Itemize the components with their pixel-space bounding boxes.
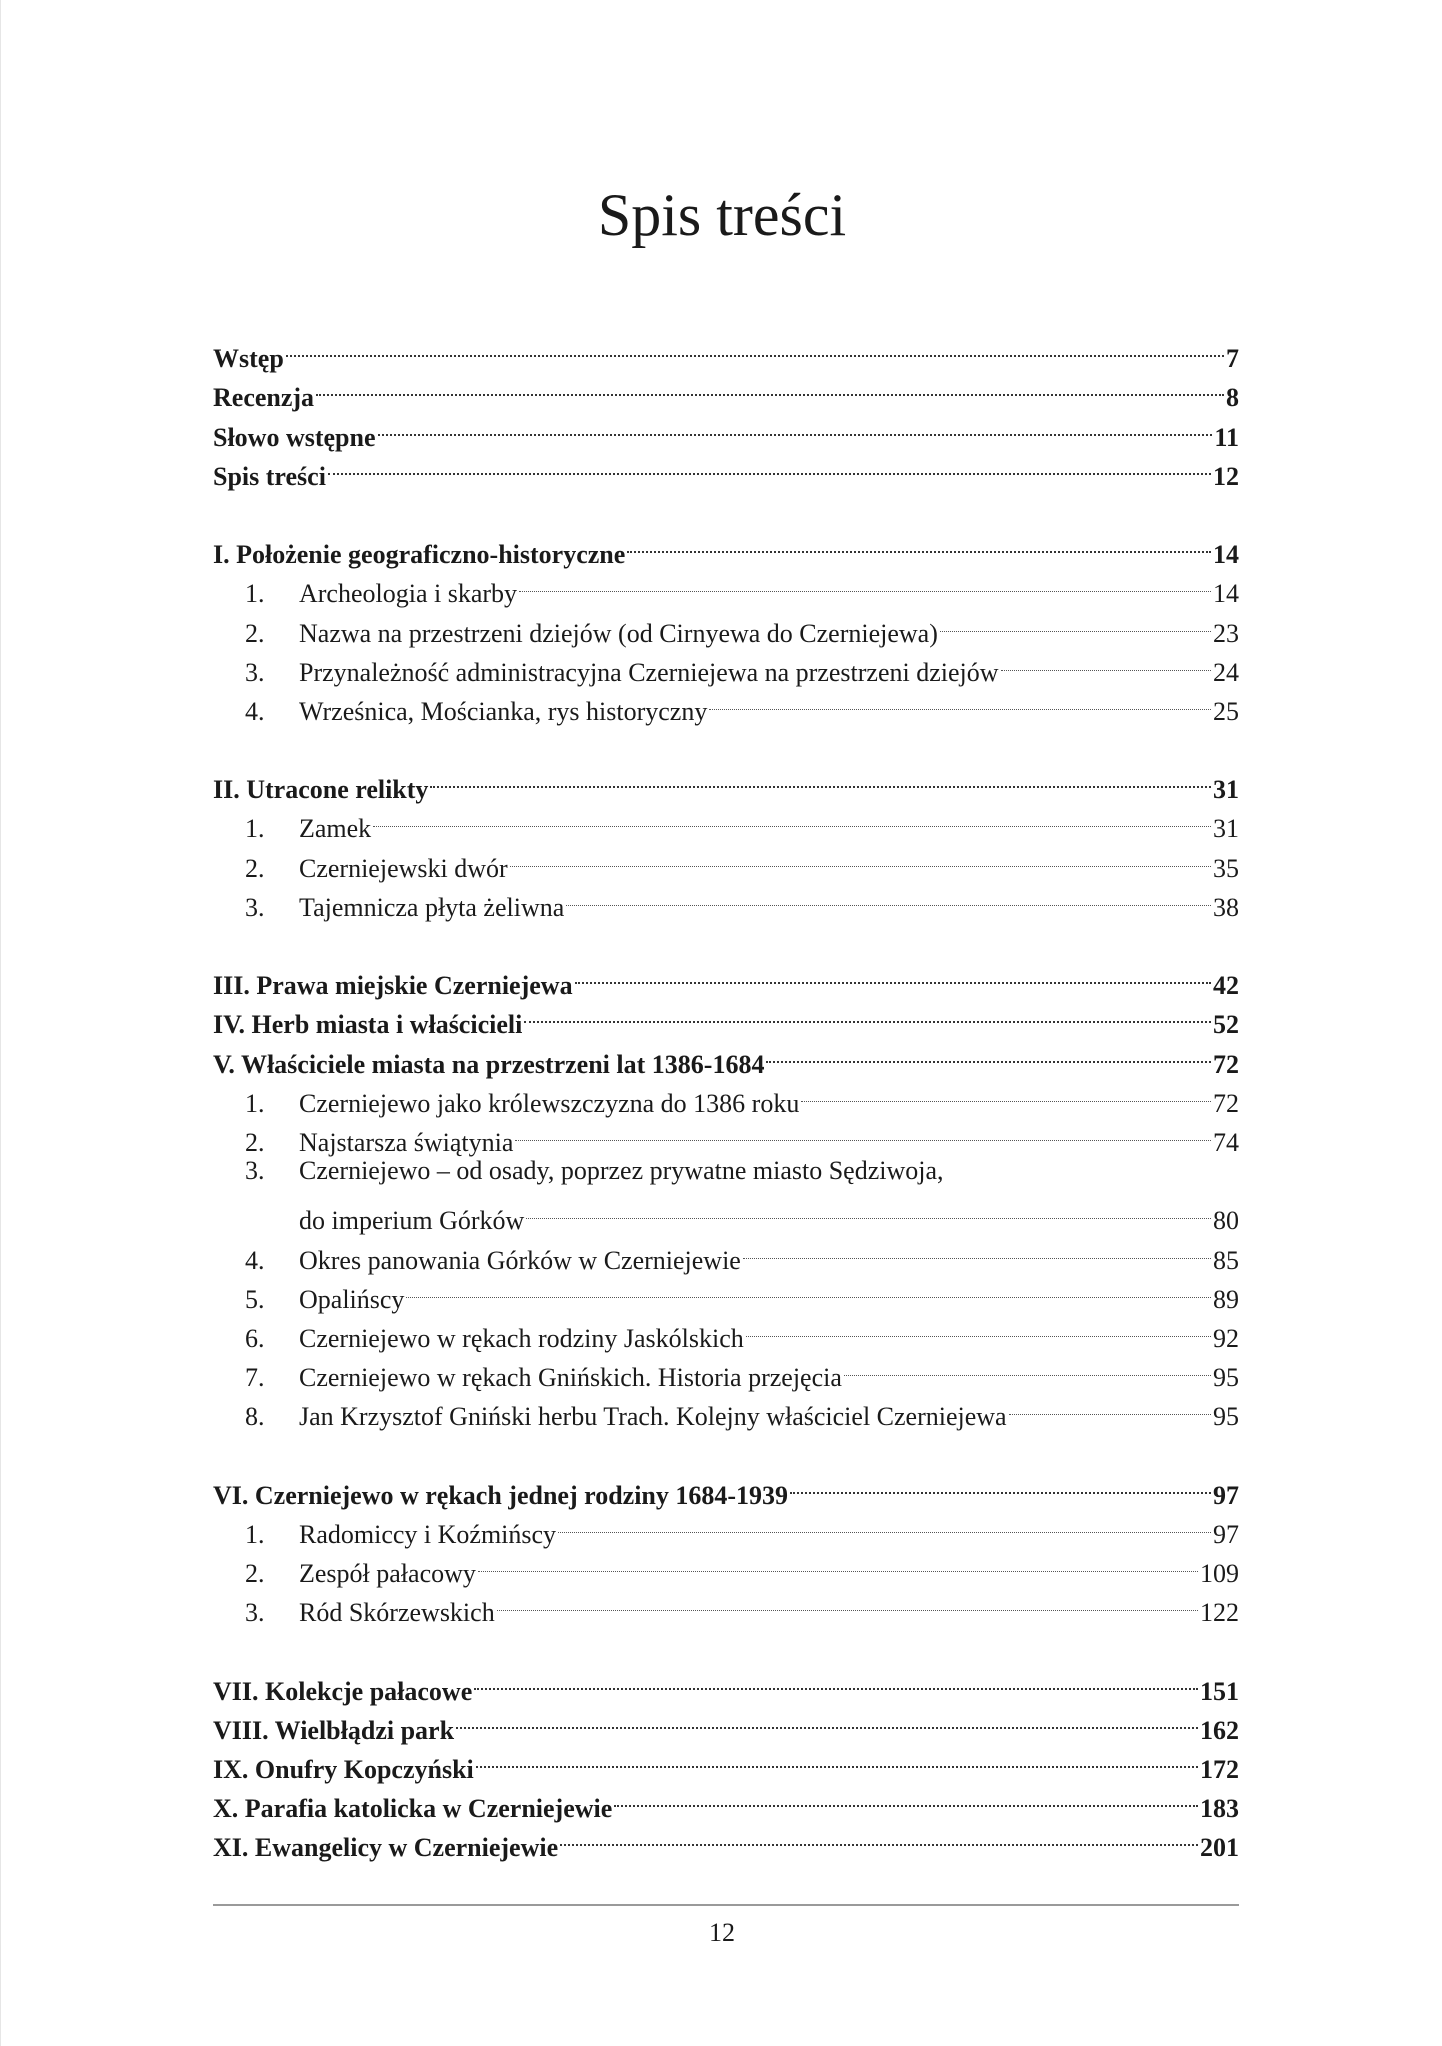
toc-chapter-page: 31 xyxy=(1213,775,1239,805)
toc-subentry-page: 24 xyxy=(1213,657,1239,687)
toc-subentry[interactable] xyxy=(213,1151,1239,1190)
toc-chapter-page: 183 xyxy=(1200,1794,1239,1824)
dot-leader xyxy=(844,1347,1211,1386)
toc-subentry-label: Przynależność administracyjna Czerniejewa na przestrzeni dziejów xyxy=(299,657,999,687)
toc-chapter-label: VII. Kolekcje pałacowe xyxy=(213,1676,473,1706)
toc-chapter-page: 72 xyxy=(1213,1049,1239,1079)
dot-leader xyxy=(790,1464,1211,1503)
dot-leader xyxy=(1009,1386,1211,1425)
toc-subentry-continuation[interactable] xyxy=(213,1190,1239,1236)
footer-rule xyxy=(213,1904,1239,1906)
toc-chapter-label: VI. Czerniejewo w rękach jednej rodziny 1684-1939 xyxy=(213,1480,789,1510)
toc-subentry-page: 85 xyxy=(1213,1245,1239,1275)
toc-chapter-page: 52 xyxy=(1213,1010,1239,1040)
toc-chapter-3[interactable] xyxy=(213,955,1239,1001)
dot-leader xyxy=(575,955,1211,994)
toc-chapter-page: 172 xyxy=(1200,1754,1239,1784)
toc-subentry-number: 2. xyxy=(245,618,265,648)
toc-subentry-page: 31 xyxy=(1213,814,1239,844)
toc-entry-page: 7 xyxy=(1226,344,1239,374)
toc-entry-label: Spis treści xyxy=(213,461,326,491)
dot-leader xyxy=(1001,642,1211,681)
toc-entry-label: Recenzja xyxy=(213,383,315,413)
spacer xyxy=(213,485,1239,524)
toc-subentry-label: Ród Skórzewskich xyxy=(299,1598,495,1628)
dot-leader xyxy=(510,837,1211,876)
toc-chapter-6[interactable] xyxy=(213,1464,1239,1510)
toc-chapter-page: 97 xyxy=(1213,1480,1239,1510)
toc-subentry-label: Czerniejewo jako królewszczyzna do 1386 roku xyxy=(299,1088,800,1118)
toc-subentry-page: 122 xyxy=(1200,1598,1239,1628)
toc-subentry-number: 4. xyxy=(245,1245,265,1275)
toc-subentry-label: Czerniejewo w rękach Gnińskich. Historia przejęcia xyxy=(299,1363,842,1393)
toc-chapter-page: 14 xyxy=(1213,540,1239,570)
dot-leader xyxy=(801,1073,1211,1112)
toc-subentry-number: 2. xyxy=(245,1559,265,1588)
toc-subentry-number: 2. xyxy=(245,1127,265,1157)
toc-subentry-page: 74 xyxy=(1213,1127,1239,1157)
toc-subentry-number: 4. xyxy=(245,696,265,726)
toc-chapter-label: VIII. Wielbłądzi park xyxy=(213,1715,455,1745)
toc-subentry-page: 109 xyxy=(1200,1559,1239,1588)
toc-subentry-number: 3. xyxy=(245,892,265,922)
toc-subentry-label: Opalińscy xyxy=(299,1284,405,1314)
toc-chapter-label: X. Parafia katolicka w Czerniejewie xyxy=(213,1794,613,1824)
dot-leader xyxy=(406,1269,1211,1308)
toc-entry-recenzja[interactable] xyxy=(213,367,1239,413)
toc-subentry-label: Zamek xyxy=(299,814,372,844)
toc-subentry-page: 95 xyxy=(1213,1402,1239,1432)
toc-entry-page: 8 xyxy=(1226,383,1239,413)
toc-subentry-label: Zespół pałacowy xyxy=(299,1559,476,1588)
toc-chapter-1[interactable] xyxy=(213,524,1239,570)
toc-chapter-label: V. Właściciele miasta na przestrzeni lat 1386-1684 xyxy=(213,1049,765,1079)
toc-chapter-label: IV. Herb miasta i właścicieli xyxy=(213,1010,523,1040)
dot-leader xyxy=(940,602,1211,641)
dot-leader xyxy=(476,1739,1198,1778)
toc-chapter-label: II. Utracone relikty xyxy=(213,775,429,805)
page-title: Spis treści xyxy=(597,182,847,248)
toc-chapter-label: I. Położenie geograficzno-historyczne xyxy=(213,540,626,570)
table-of-contents xyxy=(213,328,1239,1863)
toc-chapter-page: 151 xyxy=(1200,1676,1239,1706)
toc-chapter-label: III. Prawa miejskie Czerniejewa xyxy=(213,971,573,1001)
toc-subentry-label: Czerniejewo – od osady, poprzez prywatne miasto Sędziwoja, xyxy=(299,1155,944,1185)
toc-subentry-number: 2. xyxy=(245,853,265,883)
toc-entry-wstep[interactable] xyxy=(213,328,1239,374)
toc-subentry-number: 1. xyxy=(245,814,265,844)
toc-subentry-number: 8. xyxy=(245,1402,265,1432)
toc-entry-spis-tresci[interactable] xyxy=(213,446,1239,491)
toc-subentry-page: 14 xyxy=(1213,579,1239,609)
toc-chapter-page: 201 xyxy=(1200,1833,1239,1863)
dot-leader xyxy=(497,1582,1198,1621)
toc-subentry-label: Nazwa na przestrzeni dziejów (od Cirnyewa do Czerniejewa) xyxy=(299,618,938,648)
dot-leader xyxy=(614,1778,1198,1817)
dot-leader xyxy=(478,1543,1198,1582)
toc-chapter-7[interactable] xyxy=(213,1660,1239,1706)
toc-subentry-label: Czerniejewo w rękach rodziny Jaskólskich xyxy=(299,1323,744,1353)
dot-leader xyxy=(430,759,1211,798)
toc-chapter-label: IX. Onufry Kopczyński xyxy=(213,1754,474,1784)
dot-leader xyxy=(286,328,1224,367)
toc-subentry-number: 7. xyxy=(245,1363,265,1393)
dot-leader xyxy=(766,1033,1211,1072)
dot-leader xyxy=(328,446,1211,485)
toc-subentry-number: 1. xyxy=(245,579,265,609)
dot-leader xyxy=(378,406,1213,445)
toc-subentry-number: 3. xyxy=(245,1155,265,1185)
toc-subentry-page: 23 xyxy=(1213,618,1239,648)
toc-subentry-page: 25 xyxy=(1213,696,1239,726)
dot-leader xyxy=(558,1504,1211,1543)
dot-leader xyxy=(526,1190,1211,1229)
toc-subentry-number: 1. xyxy=(245,1088,265,1118)
toc-subentry-label: Wrześnica, Mościanka, rys historyczny xyxy=(299,696,708,726)
toc-subentry-number: 6. xyxy=(245,1323,265,1353)
toc-subentry-page: 35 xyxy=(1213,853,1239,883)
toc-subentry-number: 3. xyxy=(245,1598,265,1628)
toc-subentry-page: 80 xyxy=(1213,1206,1239,1236)
toc-entry-slowo-wstepne[interactable] xyxy=(213,406,1239,452)
toc-subentry-label: Archeologia i skarby xyxy=(299,579,518,609)
dot-leader xyxy=(560,1817,1198,1856)
toc-entry-label: Wstęp xyxy=(213,344,284,374)
dot-leader xyxy=(709,681,1211,720)
dot-leader xyxy=(474,1660,1198,1699)
toc-subentry-page: 95 xyxy=(1213,1363,1239,1393)
toc-chapter-page: 42 xyxy=(1213,971,1239,1001)
toc-subentry-label: Jan Krzysztof Gniński herbu Trach. Kolejny właściciel Czerniejewa xyxy=(299,1402,1007,1432)
toc-subentry-page: 97 xyxy=(1213,1519,1239,1549)
toc-subentry-label: Tajemnicza płyta żeliwna xyxy=(299,892,565,922)
dot-leader xyxy=(515,1112,1211,1151)
toc-chapter-page: 162 xyxy=(1200,1715,1239,1745)
toc-subentry-page: 89 xyxy=(1213,1284,1239,1314)
dot-leader xyxy=(316,367,1224,406)
toc-subentry-label: Czerniejewski dwór xyxy=(299,853,508,883)
toc-subentry-page: 92 xyxy=(1213,1323,1239,1353)
page-number: 12 xyxy=(709,1918,735,1947)
toc-chapter-label: XI. Ewangelicy w Czerniejewie xyxy=(213,1833,559,1863)
dot-leader xyxy=(746,1308,1211,1347)
toc-subentry-number: 1. xyxy=(245,1519,265,1549)
dot-leader xyxy=(743,1229,1211,1268)
dot-leader xyxy=(524,994,1211,1033)
dot-leader xyxy=(566,877,1211,916)
toc-subentry-page: 72 xyxy=(1213,1088,1239,1118)
toc-subentry-label-continued: do imperium Górków xyxy=(299,1206,525,1236)
toc-subentry-label: Radomiccy i Koźmińscy xyxy=(299,1519,557,1549)
toc-entry-page: 11 xyxy=(1214,422,1239,452)
toc-entry-label: Słowo wstępne xyxy=(213,422,376,452)
toc-subentry-number: 5. xyxy=(245,1284,265,1314)
toc-entry-page: 12 xyxy=(1213,461,1239,491)
dot-leader xyxy=(456,1700,1198,1739)
dot-leader xyxy=(627,524,1211,563)
dot-leader xyxy=(373,798,1211,837)
dot-leader xyxy=(519,563,1211,602)
toc-subentry-page: 38 xyxy=(1213,892,1239,922)
toc-subentry-number: 3. xyxy=(245,657,265,687)
toc-subentry-label: Okres panowania Górków w Czerniejewie xyxy=(299,1245,741,1275)
toc-subentry-label: Najstarsza świątynia xyxy=(299,1127,514,1157)
toc-chapter-2[interactable] xyxy=(213,759,1239,805)
